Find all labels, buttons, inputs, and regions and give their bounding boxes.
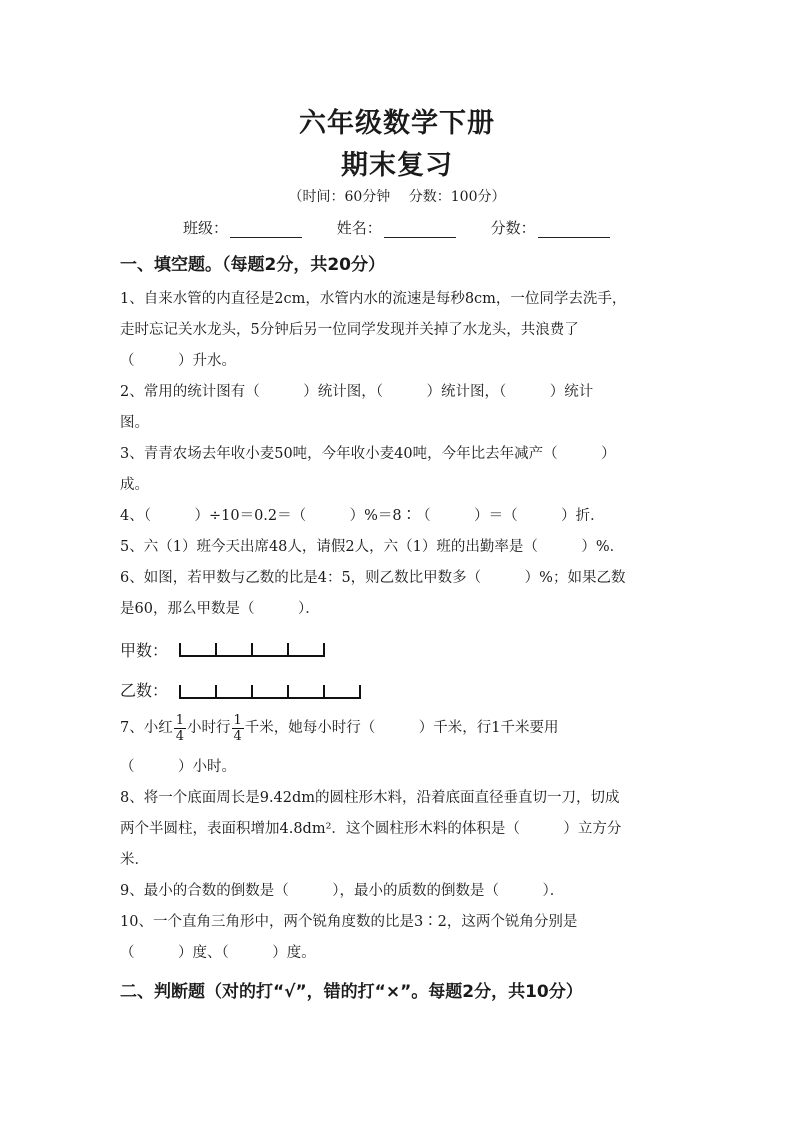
question-1-line-3: （ ）升水。 — [120, 353, 236, 369]
segment-tick — [251, 643, 253, 657]
segment-tick — [323, 685, 325, 699]
question-9: 9、最小的合数的倒数是（ ），最小的质数的倒数是（ ）． — [120, 883, 565, 899]
page-subtitle: 期末复习 — [341, 150, 453, 181]
fraction-one-quarter-1 — [174, 714, 186, 743]
page-title: 六年级数学下册 — [299, 108, 495, 139]
question-2-line-2: 图。 — [120, 415, 149, 431]
question-10-line-1: 10、一个直角三角形中，两个锐角度数的比是3∶2，这两个锐角分别是 — [120, 914, 578, 930]
question-7-line-1 — [120, 713, 559, 744]
segment-tick — [287, 685, 289, 699]
class-field[interactable] — [183, 217, 302, 238]
score-field[interactable] — [491, 217, 610, 238]
fraction-denominator: 4 — [233, 728, 242, 744]
question-8-line-2: 两个半圆柱，表面积增加4.8dm²．这个圆柱形木料的体积是（ ）立方分 — [120, 821, 622, 837]
q7-text-a: 7、小红 — [120, 720, 173, 736]
q7-text-c: 千米，她每小时行（ ）千米，行1千米要用 — [244, 720, 559, 736]
question-1-line-2: 走时忘记关水龙头，5分钟后另一位同学发现并关掉了水龙头，共浪费了 — [120, 322, 579, 338]
jia-segment-diagram — [180, 641, 324, 657]
name-field[interactable] — [337, 217, 456, 238]
fraction-numerator: 1 — [175, 712, 185, 728]
segment-tick — [179, 643, 181, 657]
score-blank[interactable] — [538, 223, 610, 238]
name-label: 姓名： — [336, 219, 382, 237]
question-7-line-2: （ ）小时。 — [120, 759, 236, 775]
question-6-line-1: 6、如图，若甲数与乙数的比是4：5，则乙数比甲数多（ ）%；如果乙数 — [120, 570, 626, 586]
segment-tick — [179, 685, 181, 699]
question-3-line-1: 3、青青农场去年收小麦50吨，今年收小麦40吨，今年比去年减产（ ） — [120, 446, 616, 462]
yi-label: 乙数： — [120, 681, 169, 700]
fraction-numerator: 1 — [233, 712, 242, 728]
question-8-line-3: 米． — [120, 852, 149, 868]
section-fill-blank-title: 一、填空题。（每题2分，共20分） — [120, 255, 385, 275]
question-10-line-2: （ ）度、（ ）度。 — [120, 945, 316, 961]
jia-label: 甲数： — [120, 641, 169, 660]
score-text: 分数：100分） — [408, 189, 506, 205]
section-true-false-title: 二、判断题（对的打“√”，错的打“×”。每题2分，共10分） — [120, 982, 583, 1002]
fraction-one-quarter-2 — [232, 714, 244, 743]
question-8-line-1: 8、将一个底面周长是9.42dm的圆柱形木料，沿着底面直径垂直切一刀，切成 — [120, 790, 620, 806]
question-5: 5、六（1）班今天出席48人，请假2人，六（1）班的出勤率是（ ）%． — [120, 539, 625, 555]
segment-tick — [287, 643, 289, 657]
class-blank[interactable] — [230, 223, 302, 238]
question-3-line-2: 成。 — [120, 477, 149, 493]
time-text: （时间：60分钟 — [288, 189, 391, 205]
question-6-line-2: 是60，那么甲数是（ ）． — [120, 601, 320, 617]
question-2-line-1: 2、常用的统计图有（ ）统计图，（ ）统计图，（ ）统计 — [120, 384, 594, 400]
yi-segment-diagram — [180, 683, 360, 699]
score-label: 分数： — [490, 219, 536, 237]
segment-tick — [215, 685, 217, 699]
segment-tick — [323, 643, 325, 657]
exam-meta — [0, 186, 794, 206]
fraction-denominator: 4 — [175, 728, 185, 744]
segment-tick — [251, 685, 253, 699]
class-label: 班级： — [183, 219, 229, 237]
question-4: 4、（ ）÷10＝0.2＝（ ）%＝8∶（ ）＝（ ）折． — [120, 508, 605, 524]
segment-tick — [359, 685, 361, 699]
question-1-line-1: 1、自来水管的内直径是2cm，水管内水的流速是每秒8cm，一位同学去洗手， — [120, 291, 627, 307]
segment-tick — [215, 643, 217, 657]
name-blank[interactable] — [384, 223, 456, 238]
student-info — [183, 217, 640, 238]
q7-text-b: 小时行 — [187, 720, 231, 736]
